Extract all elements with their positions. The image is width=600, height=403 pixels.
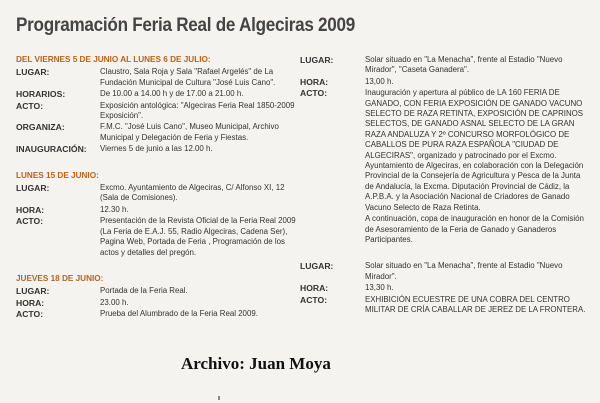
row-label: LUGAR:	[16, 67, 50, 78]
row-value: Viernes 5 de junio a las 12.00 h.	[100, 144, 213, 154]
event-row	[16, 144, 296, 154]
row-label: ACTO:	[16, 100, 44, 111]
row-value: Solar situado en "La Menacha", frente al Estadio "Nuevo Mirador".	[365, 261, 563, 281]
spacer	[16, 264, 296, 274]
row-label: HORA:	[300, 76, 329, 87]
row-value: Exposición antológica: "Algeciras Feria Real 1850-2009 Exposición".	[100, 100, 295, 121]
event-section-june-15	[16, 171, 296, 258]
reception-paragraph: A continuación, copa de inauguración en honor de la Comisión de Asesoramiento de la Feria de Ganado y Ganaderos Participantes.	[365, 214, 584, 244]
event-section-equestrian	[300, 261, 590, 315]
event-row	[16, 205, 296, 215]
event-row	[16, 309, 296, 319]
row-value: F.M.C. "José Luis Cano", Museo Municipal, Archivo Municipal y Delegación de Feria y Fiestas.	[100, 122, 279, 142]
event-row	[16, 89, 296, 99]
event-row	[16, 101, 296, 122]
row-label: ACTO:	[300, 294, 328, 305]
row-value: Portada de la Feria Real.	[100, 286, 188, 296]
row-label: LUGAR:	[300, 261, 334, 272]
row-label: ACTO:	[16, 216, 44, 227]
event-row	[16, 216, 296, 258]
scan-speck	[218, 396, 220, 400]
event-row	[16, 183, 296, 204]
event-row	[300, 283, 590, 293]
event-date: JUEVES 18 DE JUNIO:	[16, 273, 104, 283]
row-label: INAUGURACIÓN:	[16, 144, 87, 155]
event-section-cattle-fair	[300, 55, 590, 245]
row-value: 12.30 h.	[100, 204, 129, 214]
row-label: LUGAR:	[300, 55, 334, 65]
page-title: Programación Feria Real de Algeciras 2009	[16, 15, 356, 36]
row-value: Presentación de la Revista Oficial de la Feria Real 2009 (La Feria de E.A.J. 55, Radio Algeciras, Cadena Ser), Pagina Web, Portada de Feria , Programación de los actos y detalles del pregón.	[100, 216, 296, 257]
row-label: ACTO:	[16, 309, 44, 320]
spacer	[300, 251, 590, 261]
event-row	[300, 55, 590, 76]
event-row	[300, 261, 590, 282]
event-row	[16, 122, 296, 143]
row-label: LUGAR:	[16, 286, 50, 297]
row-value: Claustro, Sala Roja y Sala "Rafael Argelés" de La Fundación Municipal de Cultura "José Luis Cano".	[100, 67, 276, 87]
row-label: ACTO:	[300, 88, 328, 99]
row-value: 23.00 h.	[100, 297, 129, 307]
row-label: HORA:	[16, 297, 45, 308]
spacer	[16, 161, 296, 171]
left-column	[16, 55, 296, 326]
row-value: EXHIBICIÓN ECUESTRE DE UNA COBRA DEL CENTRO MILITAR DE CRÍA CABALLAR DE JEREZ DE LA FRONTERA.	[365, 294, 586, 314]
event-row	[300, 295, 590, 316]
row-value: De 10.00 a 14.00 h y de 17.00 a 21.00 h.	[100, 89, 244, 99]
event-date: LUNES 15 DE JUNIO:	[16, 170, 99, 180]
row-value: Solar situado en "La Menacha", frente al Estadio "Nuevo Mirador", "Caseta Ganadera".	[365, 55, 563, 75]
event-row	[16, 298, 296, 308]
row-value: Excmo. Ayuntamiento de Algeciras, C/ Alfonso XI, 12 (Sala de Comisiones).	[100, 183, 285, 203]
row-value: 13,30 h.	[365, 283, 394, 293]
row-label: HORA:	[300, 283, 329, 294]
event-row	[300, 77, 590, 87]
event-section-june-5	[16, 55, 296, 155]
event-section-june-18	[16, 274, 296, 320]
event-row	[16, 286, 296, 296]
row-value: Prueba del Alumbrado de la Feria Real 2009.	[100, 309, 258, 319]
right-column	[300, 55, 590, 321]
archive-caption: Archivo: Juan Moya	[181, 354, 331, 373]
event-row	[16, 67, 296, 88]
row-value: Inauguración y apertura al público de LA 160 FERIA DE GANADO, CON FERIA EXPOSICIÓN DE GANADO VACUNO SELECTO DE RAZA RETINTA, EXPOSICIÓN DE CAPRINOS SELECTOS, DE GANADO ASNAL SELECTO DE LA GRAN RAZA ANDALUZA Y 2º CONCURSO MORFOLÓGICO DE CABALLOS DE PURA RAZA ESPAÑOLA "CIUDAD DE ALGECIRAS", organizado y patrocinado por el Excmo. Ayuntamiento de Algeciras, en colaboración con la Delegación Provincial de la Consejería de Agricultura y Pesca de la Junta de Andalucía, la Excma. Diputación Provincial de Cádiz, la A.P.B.A. y la Asociación Nacional de Criadores de Ganado Vacuno Selecto de Raza Retinta.	[365, 88, 584, 212]
event-date: DEL VIERNES 5 DE JUNIO AL LUNES 6 DE JULIO:	[16, 55, 211, 64]
event-row	[300, 88, 590, 213]
row-label: HORARIOS:	[16, 89, 66, 100]
row-value: 13,00 h.	[365, 76, 394, 86]
row-label: HORA:	[16, 204, 45, 215]
row-label: ORGANIZA:	[16, 122, 65, 133]
row-label: LUGAR:	[16, 183, 50, 194]
